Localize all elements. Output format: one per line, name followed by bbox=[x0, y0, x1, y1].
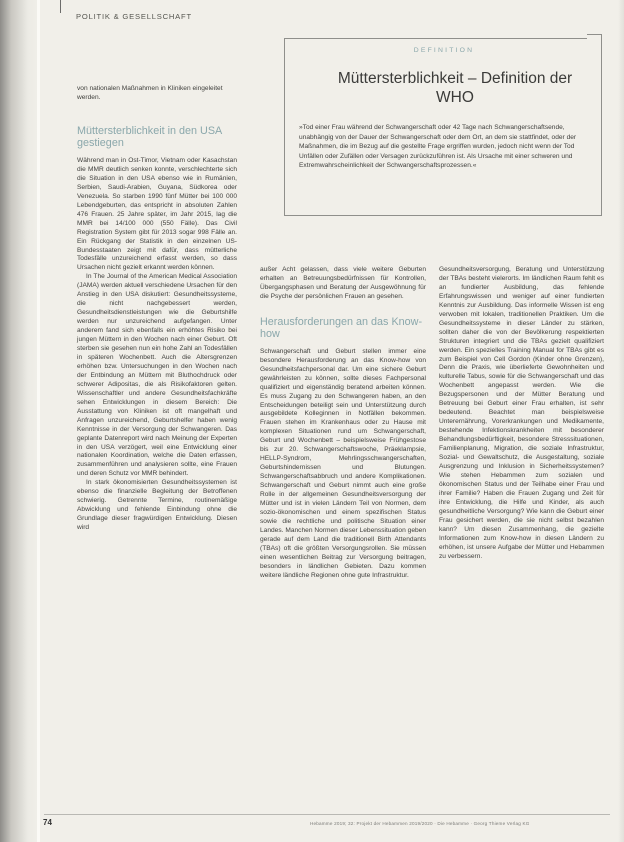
column-3 bbox=[439, 266, 604, 561]
heading-usa: Müttersterblichkeit in den USA gestiegen bbox=[77, 125, 222, 149]
column-2 bbox=[260, 266, 426, 581]
continuation-text: von nationalen Maßnahmen in Kliniken eingeleitet werden. bbox=[77, 85, 223, 101]
section-label: POLITIK & GESELLSCHAFT bbox=[76, 12, 192, 21]
paragraph: In stark ökonomisierten Gesundheitssystemen ist ebenso die finanzielle Begleitung der Betroffenen schwierig. Getrennte Termine, routinemäßige Abwicklung und fehlende Einbindung ohne die Grundlage dieser fragwürdigen Entwicklung. Diesen wird bbox=[77, 479, 237, 532]
column-1 bbox=[77, 118, 237, 533]
box-corner-tab bbox=[587, 34, 602, 40]
footer-source: Hebamme 2019; 32: Projekt der Hebammen 2019/2020 · Die Hebamme · Georg Thieme Verlag KG bbox=[310, 821, 530, 826]
box-title: Müttersterblichkeit – Definition der WHO bbox=[337, 70, 573, 106]
page-edge bbox=[37, 0, 40, 842]
paragraph: Während man in Ost-Timor, Vietnam oder Kasachstan die MMR deutlich senken konnte, verschlechterte sich die Situation in den USA ebenso wie in Rumänien, Serbien, Saudi-Arabien, Guyana, Südkorea oder Venezuela. So starben 1990 fünf Mütter bei 100 000 Lebendgeburten, das entspricht in absoluten Zahlen 476 Frauen. 25 Jahre später, im Jahr 2015, lag die MMR bei 14/100 000 (550 Fälle). Das Civil Registration System gibt für 2013 sogar 998 Fälle an. Ein Rückgang der Statistik in den einzelnen US-Bundesstaaten zeigt mit dafür, dass mütterliche Todesfälle unzureichend erfasst werden, so dass Ursachen nicht gezielt erkannt werden können. bbox=[77, 157, 237, 272]
book-binding-shadow bbox=[0, 0, 40, 842]
box-kicker: DEFINITION bbox=[413, 47, 475, 54]
paragraph: Gesundheitsversorgung, Beratung und Unterstützung der TBAs besteht vielerorts. Im ländlichen Raum fehlt es an fundierter Ausbildung, das fehlende Erfahrungswissen und weniger auf einer fundierten Kenntnis zur Ausbildung. Das informelle Wissen ist eng verwoben mit lokalen, traditionellen Praktiken. Um die Gesundheitssysteme in dieser Länder zu stärken, sollten daher die von der Bevölkerung respektierten Strukturen integriert und die TBAs gezielt qualifiziert werden. Ein spezielles Training Manual for TBAs gibt es zum Beispiel von Cell Gordon (Kinder ohne Grenzen), Denn die Praxis, wie überlieferte Gewohnheiten und kulturelle Tabus, sowie für die Schwangerschaft und das Wochenbett angepasst werden. Wie die Bezugspersonen und der Mütter Beratung und Betreuung bei Geburt einer Frau erhalten, ist sehr bedeutend. Beachtet man beispielsweise Unterernährung, Vorerkrankungen und Medikamente, bestehende Infektionskrankheiten mit besonderer Behandlungsbedürftigkeit, besondere Stresssituationen, Familienplanung, Migration, die soziale Infrastruktur, Sozial- und Gewaltschutz, die Ausgestaltung, soziale Ausgrenzung und Inklusion in Sicherheitssystemen? Wie stehen Hebammen zum sozialen und ökonomischen Status und der Teilhabe einer Frau und ihrer Familie? Haben die Frauen Zugang und Zeit für ihre Entwicklung, die Hilfe und Kinder, als auch gesundheitliche Versorgung? Wie kann die Geburt einer Frau gesichert werden, die sie nicht selbst bezahlen kann? Um diesen Zusammenhang, die gezielte Informationen zum Know-how in diesen Ländern zu erhöhen, ist unsere Aufgabe der Mütter und Hebammen zu verbessern. bbox=[439, 266, 604, 560]
paragraph: Schwangerschaft und Geburt stellen immer eine besondere Herausforderung an das Know-how von Gesundheitsfachpersonal dar. Um eine sichere Geburt gewährleisten zu können, sollte dieses Fachpersonal qualifiziert und eigenständig beratend arbeiten können. Es muss Zugang zu den Schwangeren haben, an den Entscheidungen beteiligt sein und Unterstützung durch ausgebildete Kolleginnen in Notfällen bekommen. Frauen stehen im Krankenhaus oder zu Hause mit komplexen Situationen rund um Schwangerschaft, Geburt und Wochenbett – beispielsweise Frühgestose bis zur 20. Schwangerschaftswoche, Präeklampsie, HELLP-Syndrom, Mehrlingsschwangerschaften, Geburtshindernissen und Blutungen. Schwangerschaftsabbruch und andere Komplikationen. Schwangerschaft und Geburt nimmt auch eine große Rolle in der allgemeinen Gesundheitsversorgung der Mütter und ist in vielen Ländern Teil von Normen, dem sozio-ökonomischen und einem spezifischen Status sowie die rechtliche und politische Situation einer Landes. Manchen Normen dieser Lebenssituation geben gerade auf dem Land die traditionell Birth Attendants (TBAs) oft die größten Versorgungsrollen. Sie müssen einen wesentlichen Beitrag zur Versorgung beitragen, besonders in ländlichen Gebieten. Dazu kommen weitere ländliche Regionen ohne gute Infrastruktur. bbox=[260, 347, 426, 579]
section-marker-line bbox=[60, 0, 61, 13]
paragraph: außer Acht gelassen, dass viele weitere Geburten erhalten an Betreuungsbedürfnissen für Kontrollen, Übergangsphasen und Beratung der Ausgewöhnung für die Psyche der persönlichen Frauen an gesehen. bbox=[260, 266, 426, 300]
scan-edge bbox=[618, 0, 624, 842]
paragraph: In The Journal of the American Medical Association (JAMA) werden aktuell verschiedene Ursachen für den Anstieg in den USA diskutiert: Gesundheitssysteme, die nicht nachgebessert werden, Gesundheitsdienstleistungen wie die Geburtshilfe werden nur unzureichend aufgefangen. Unter anderem fand sich ebenfalls ein erhöhtes Risiko bei jungen Müttern in den Wochen nach einer Geburt. Oft sterben sie gesehen nun ein hohe Zahl an Todesfällen in späteren Wochenbett. Auch die Altersgrenzen erhöhen bzw. Untersuchungen in den Wochen nach der Entbindung an Müttern mit Bluthochdruck oder schwerer Adipositas, die als Risikofaktoren gelten. Wissenschaftler und andere Gesundheitsfachkräfte sehen Entwicklungen in diesem Bereich: Die Ausstattung von Kliniken ist oft mangelhaft und Anfragen unzureichend, Geburtshelfer haben wenig Kenntnisse in der Versorgung der Schwangeren. Das geplante Datenreport wird nach Meinung der Experten in den USA verzögert, weil eine Entwicklung einer nationalen Koordination, welche die Daten erfassen, zusammenführen und analysieren sollte, eine Frauen und deren Schutz vor MMR behindert. bbox=[77, 273, 237, 478]
box-quote: »Tod einer Frau während der Schwangerschaft oder 42 Tage nach Schwangerschaftsende, unabhängig von der Dauer der Schwangerschaft oder dem Ort, an dem sie stattfindet, oder der Maßnahmen, die im Bezug auf die gestellte Frage ergriffen wurden, jedoch nicht wenn der Tod Unfällen oder Zufällen oder Versagen zurückzuführen ist. Als Ursache mit einer schweren und Extremwahrscheinlichkeit der Schwangerschaftsprozessen.« bbox=[299, 124, 577, 170]
footer-rule bbox=[44, 814, 610, 815]
heading-know-how: Herausforderungen an das Know-how bbox=[260, 315, 423, 340]
page-number: 74 bbox=[43, 818, 52, 827]
definition-box bbox=[284, 38, 602, 216]
